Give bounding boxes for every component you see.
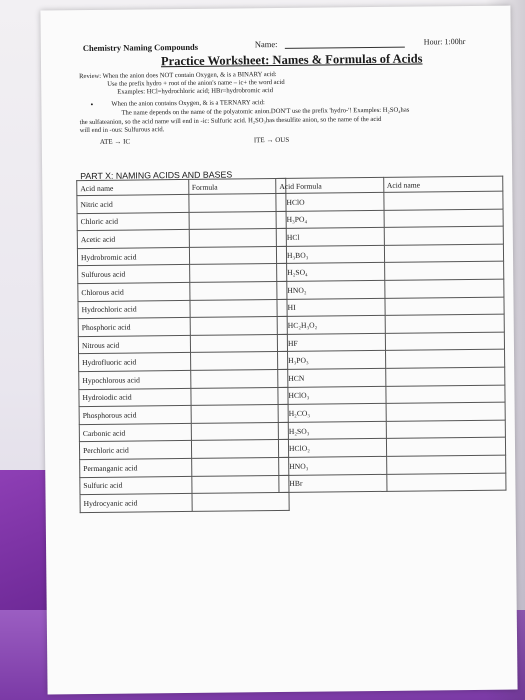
name-answer-cell[interactable] [386,402,506,421]
formula-answer-cell[interactable] [191,457,289,476]
ternary-line-3: the sulfateanion, so the acid name will end in -ic: Sulfuric acid. H₂SO₃has thesulfite anion, so the name of the acid [79,115,382,127]
acid-name-table [76,178,289,513]
name-answer-cell[interactable] [385,314,505,333]
table-row [78,281,287,301]
name-answer-cell[interactable] [384,279,504,298]
acid-name-cell: Carbonic acid [79,423,191,442]
name-answer-cell[interactable] [385,297,505,316]
formula-answer-cell[interactable] [191,475,289,494]
worksheet-title: Practice Worksheet: Names & Formulas of Acids [160,51,423,69]
acid-name-cell: Perchloric acid [79,441,191,460]
table-row [79,405,288,425]
acid-name-cell: Hydrofluoric acid [79,353,191,372]
formula-answer-cell[interactable] [191,440,289,459]
formula-answer-cell[interactable] [191,422,289,441]
formula-answer-cell[interactable] [190,369,288,388]
name-field[interactable] [285,47,405,49]
table-row [78,334,287,354]
column-header: Acid Formula [276,177,384,193]
formula-answer-cell[interactable] [190,299,288,318]
acid-formula-cell: HClO₂ [278,439,386,458]
acid-name-cell: Sulfuric acid [80,476,192,495]
acid-formula-cell: HClO₃ [278,386,386,405]
ternary-line-4: will end in -ous: Sulfurous acid. [79,126,165,135]
name-answer-cell[interactable] [383,191,503,210]
acid-name-cell: Phosphoric acid [78,318,190,337]
acid-formula-cell: H₂SO₃ [278,421,386,440]
acid-name-cell: Acetic acid [77,230,189,249]
column-header: Acid name [77,179,189,195]
review-line-1: Review: When the anion does NOT contain Oxygen, & is a BINARY acid: [79,71,277,81]
acid-formula-cell: H₃PO₃ [278,351,386,370]
table-row [279,473,506,493]
table-row [80,475,289,495]
ternary-line-2: The name depends on the name of the polyatomic anion.DON'T use the prefix 'hydro-'! Examples: H₂SO₄has [121,106,410,117]
acid-name-cell: Phosphorous acid [79,406,191,425]
acid-name-cell: Chlorous acid [78,282,190,301]
acid-formula-cell: HCl [276,228,384,247]
name-answer-cell[interactable] [384,209,504,228]
review-line-2: Use the prefix hydro + root of the anion's name – ic+ the word acid [107,78,285,88]
acid-formula-cell: H₂CO₃ [278,404,386,423]
acid-formula-table [275,176,506,493]
table-row [77,193,286,213]
name-answer-cell[interactable] [385,367,505,386]
table-row [77,246,286,266]
formula-answer-cell[interactable] [190,334,288,353]
acid-formula-cell: HBr [279,474,387,493]
acid-name-cell: Hydroiodic acid [79,388,191,407]
acid-formula-cell: HCN [278,368,386,387]
table-row [79,422,288,442]
formula-answer-cell[interactable] [189,246,287,265]
table-row [77,229,286,249]
acid-name-cell: Hydrochloric acid [78,300,190,319]
formula-answer-cell[interactable] [190,317,288,336]
table-row [80,492,289,512]
column-header: Formula [188,178,286,194]
table-row [79,369,288,389]
table-row [78,317,287,337]
name-answer-cell[interactable] [386,420,506,439]
name-answer-cell[interactable] [386,455,506,474]
name-answer-cell[interactable] [385,349,505,368]
table-row [79,352,288,372]
subject-heading: Chemistry Naming Compounds [82,41,199,54]
ate-rule: ATE → IC [99,137,131,146]
part-heading: PART X: NAMING ACIDS AND BASES [80,169,233,182]
name-answer-cell[interactable] [385,385,505,404]
name-label: Name: [254,38,278,50]
acid-name-cell: Hydrocyanic acid [80,494,192,513]
acid-name-cell: Hypochlorous acid [79,370,191,389]
formula-answer-cell[interactable] [191,405,289,424]
acid-name-cell: Nitric acid [77,194,189,213]
ternary-line-1: When the anion contains Oxygen, & is a TERNARY acid: [111,99,265,108]
name-answer-cell[interactable] [384,262,504,281]
formula-answer-cell[interactable] [189,229,287,248]
acid-formula-cell: HI [277,298,385,317]
ite-rule: ITE → OUS [253,135,290,145]
name-answer-cell[interactable] [385,332,505,351]
formula-answer-cell[interactable] [189,264,287,283]
acid-formula-cell: HC₂H₃O₂ [277,316,385,335]
acid-formula-cell: HF [277,333,385,352]
acid-name-cell: Sulfurous acid [78,265,190,284]
acid-name-cell: Permanganic acid [80,458,192,477]
acid-name-cell: Nitrous acid [78,335,190,354]
name-answer-cell[interactable] [386,437,506,456]
acid-name-cell: Hydrobromic acid [77,247,189,266]
formula-answer-cell[interactable] [190,387,288,406]
review-line-3: Examples: HCl=hydrochloric acid; HBr=hydrobromic acid [117,87,274,96]
table-row [79,387,288,407]
formula-answer-cell[interactable] [189,211,287,230]
acid-formula-cell: H₃PO₄ [276,210,384,229]
acid-formula-cell: HNO₂ [277,280,385,299]
acid-formula-cell: H₃BO₃ [276,245,384,264]
table-row [79,440,288,460]
formula-answer-cell[interactable] [189,281,287,300]
table-row [80,457,289,477]
formula-answer-cell[interactable] [188,193,286,212]
worksheet-page [40,6,517,695]
acid-name-cell: Chloric acid [77,212,189,231]
name-answer-cell[interactable] [384,244,504,263]
formula-answer-cell[interactable] [190,352,288,371]
name-answer-cell[interactable] [386,473,506,492]
formula-answer-cell[interactable] [192,492,290,511]
hour-label: Hour: 1:00hr [423,37,466,47]
table-row [78,299,287,319]
column-header: Acid name [383,176,503,192]
acid-formula-cell: HClO [276,192,384,211]
acid-formula-cell: HNO₃ [279,456,387,475]
acid-formula-cell: H₂SO₄ [277,263,385,282]
bullet-icon: • [90,99,94,109]
table-row [78,264,287,284]
table-row [77,211,286,231]
name-answer-cell[interactable] [384,226,504,245]
